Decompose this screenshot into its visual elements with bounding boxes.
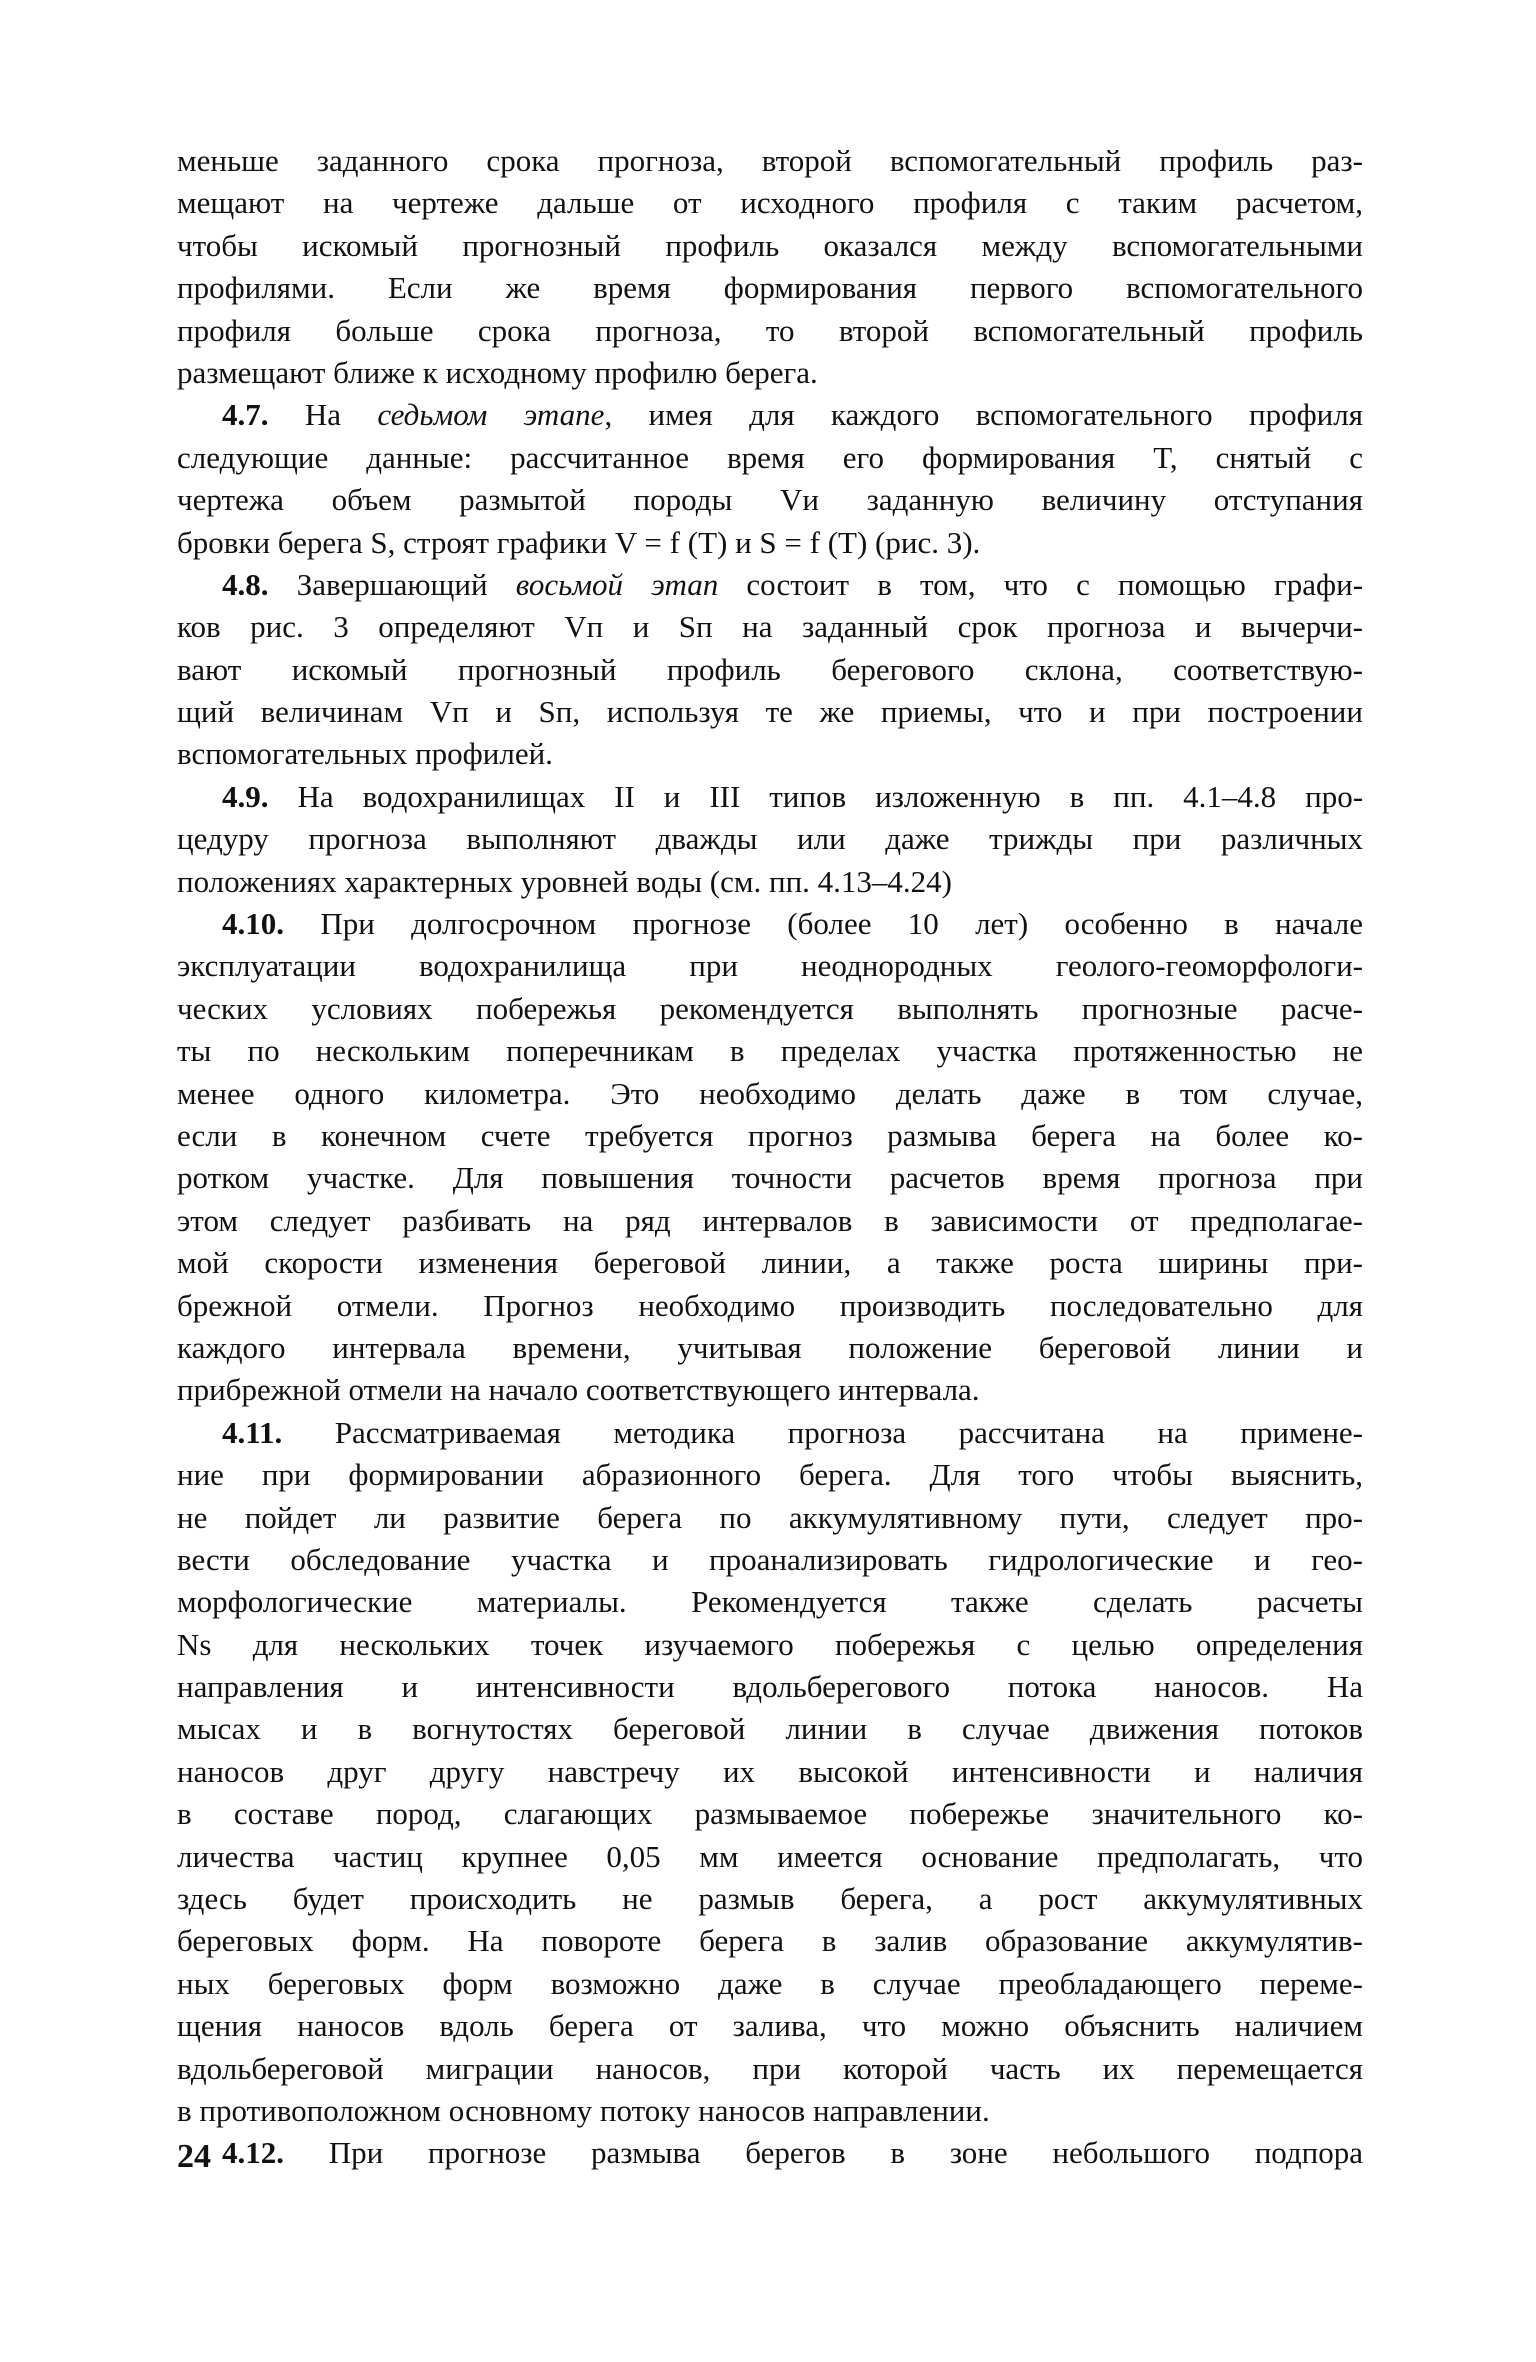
text-line xyxy=(177,606,1363,648)
text-line xyxy=(177,1242,1363,1284)
text-line xyxy=(177,1412,1363,1454)
line-text: личества частиц крупнее 0,05 мм имеется основание предполагать, что xyxy=(177,1838,1363,1874)
text-line xyxy=(177,733,1363,775)
text-line xyxy=(177,564,1363,606)
line-text: в противоположном основному потоку наносов направлении. xyxy=(177,2092,990,2128)
line-text: Рассматриваемая методика прогноза рассчитана на примене- xyxy=(334,1414,1363,1450)
text-line xyxy=(177,1751,1363,1793)
section-number: 4.11. xyxy=(222,1414,283,1450)
emphasis-text: восьмой этап xyxy=(515,566,719,602)
paragraph xyxy=(177,776,1363,903)
section-number: 4.12. xyxy=(222,2135,284,2171)
line-text: этом следует разбивать на ряд интервалов в зависимости от предполагае- xyxy=(177,1202,1363,1238)
text-line xyxy=(177,2005,1363,2047)
text-line xyxy=(177,1793,1363,1835)
text-line xyxy=(177,1920,1363,1962)
text-line xyxy=(177,1157,1363,1199)
line-text: ных береговых форм возможно даже в случае преобладающего переме- xyxy=(177,1965,1363,2001)
line-text: вают искомый прогнозный профиль берегового склона, соответствую- xyxy=(177,651,1363,687)
paragraph xyxy=(177,2132,1363,2174)
text-line xyxy=(177,394,1363,436)
line-text: вдольбереговой миграции наносов, при которой часть их перемещается xyxy=(177,2050,1363,2086)
line-text: При прогнозе размыва берегов в зоне небольшого подпора xyxy=(328,2135,1364,2171)
text-line xyxy=(177,1666,1363,1708)
line-text: прибрежной отмели на начало соответствующего интервала. xyxy=(177,1372,980,1408)
text-line xyxy=(177,267,1363,309)
text-line xyxy=(177,225,1363,267)
line-text: чертежа объем размытой породы Vи заданную величину отступания xyxy=(177,482,1363,518)
line-text: вести обследование участка и проанализировать гидрологические и гео- xyxy=(177,1541,1363,1577)
line-text: Завершающий восьмой этап состоит в том, что с помощью графи- xyxy=(296,566,1364,602)
line-text: наносов друг другу навстречу их высокой интенсивности и наличия xyxy=(177,1753,1363,1789)
line-text: ротком участке. Для повышения точности расчетов время прогноза при xyxy=(177,1160,1363,1196)
line-text: береговых форм. На повороте берега в залив образование аккумулятив- xyxy=(177,1923,1363,1959)
text-line xyxy=(177,310,1363,352)
line-text: мещают на чертеже дальше от исходного профиля с таким расчетом, xyxy=(177,185,1363,221)
line-text: вспомогательных профилей. xyxy=(177,736,553,772)
line-text: морфологические материалы. Рекомендуется также сделать расчеты xyxy=(177,1584,1363,1620)
line-text: эксплуатации водохранилища при неоднородных геолого-геоморфологи- xyxy=(177,948,1363,984)
text-line xyxy=(177,1073,1363,1115)
text-line xyxy=(177,140,1363,182)
text-line xyxy=(177,1497,1363,1539)
text-line xyxy=(177,522,1363,564)
line-text: брежной отмели. Прогноз необходимо производить последовательно для xyxy=(177,1287,1363,1323)
text-line xyxy=(177,1030,1363,1072)
text-line xyxy=(177,649,1363,691)
line-text: профилями. Если же время формирования первого вспомогательного xyxy=(177,270,1363,306)
text-line xyxy=(177,1963,1363,2005)
line-text: размещают ближе к исходному профилю берега. xyxy=(177,354,818,390)
paragraph xyxy=(177,903,1363,1412)
line-text: ты по нескольким поперечникам в пределах участка протяженностью не xyxy=(177,1033,1363,1069)
text-line xyxy=(177,903,1363,945)
text-line xyxy=(177,861,1363,903)
text-line xyxy=(177,182,1363,224)
line-text: мысах и в вогнутостях береговой линии в случае движения потоков xyxy=(177,1711,1363,1747)
line-text: Ns для нескольких точек изучаемого побережья с целью определения xyxy=(177,1626,1363,1662)
text-line xyxy=(177,818,1363,860)
line-text: На водохранилищах II и III типов изложенную в пп. 4.1–4.8 про- xyxy=(297,778,1364,814)
line-text: направления и интенсивности вдольберегового потока наносов. На xyxy=(177,1669,1363,1705)
paragraph xyxy=(177,1412,1363,2133)
line-text: ние при формировании абразионного берега. Для того чтобы выяснить, xyxy=(177,1457,1363,1493)
text-line xyxy=(177,1369,1363,1411)
page-number: 24 xyxy=(177,2138,211,2175)
text-line xyxy=(177,945,1363,987)
line-text: ков рис. 3 определяют Vп и Sп на заданный срок прогноза и вычерчи- xyxy=(177,609,1363,645)
text-line xyxy=(177,1115,1363,1157)
line-text: щения наносов вдоль берега от залива, что можно объяснить наличием xyxy=(177,2008,1363,2044)
line-text: щий величинам Vп и Sп, используя те же приемы, что и при построении xyxy=(177,694,1363,730)
line-text: каждого интервала времени, учитывая положение береговой линии и xyxy=(177,1329,1363,1365)
line-text: меньше заданного срока прогноза, второй вспомогательный профиль раз- xyxy=(177,143,1363,178)
section-number: 4.7. xyxy=(222,397,269,433)
text-line xyxy=(177,1836,1363,1878)
line-text: в составе пород, слагающих размываемое побережье значительного ко- xyxy=(177,1796,1363,1832)
text-line xyxy=(177,1454,1363,1496)
paragraph xyxy=(177,140,1363,394)
text-line xyxy=(177,1708,1363,1750)
line-text: здесь будет происходить не размыв берега, а рост аккумулятивных xyxy=(177,1881,1363,1917)
line-text: не пойдет ли развитие берега по аккумулятивному пути, следует про- xyxy=(177,1499,1363,1535)
line-text: цедуру прогноза выполняют дважды или даже трижды при различных xyxy=(177,821,1363,857)
line-text: мой скорости изменения береговой линии, а также роста ширины при- xyxy=(177,1245,1363,1281)
line-text: чтобы искомый прогнозный профиль оказался между вспомогательными xyxy=(177,227,1363,263)
section-number: 4.10. xyxy=(222,906,284,942)
text-line xyxy=(177,988,1363,1030)
line-text: положениях характерных уровней воды (см. пп. 4.13–4.24) xyxy=(177,863,952,899)
line-text: если в конечном счете требуется прогноз размыва берега на более ко- xyxy=(177,1117,1363,1153)
emphasis-text: седьмом этапе xyxy=(377,397,605,433)
text-line xyxy=(177,1327,1363,1369)
text-line xyxy=(177,1200,1363,1242)
line-text: профиля больше срока прогноза, то второй вспомогательный профиль xyxy=(177,312,1363,348)
document-body xyxy=(177,140,1363,2175)
line-text: менее одного километра. Это необходимо делать даже в том случае, xyxy=(177,1075,1363,1111)
text-line xyxy=(177,2090,1363,2132)
line-text: На седьмом этапе, имея для каждого вспомогательного профиля xyxy=(304,397,1363,433)
text-line xyxy=(177,437,1363,479)
section-number: 4.9. xyxy=(222,778,269,814)
text-line xyxy=(177,479,1363,521)
paragraph xyxy=(177,564,1363,776)
text-line xyxy=(177,1624,1363,1666)
text-line xyxy=(177,352,1363,394)
text-line xyxy=(177,2132,1363,2174)
text-line xyxy=(177,1878,1363,1920)
section-number: 4.8. xyxy=(222,566,269,602)
text-line xyxy=(177,1539,1363,1581)
line-text: При долгосрочном прогнозе (более 10 лет) особенно в начале xyxy=(320,906,1364,942)
paragraph xyxy=(177,394,1363,564)
text-line xyxy=(177,691,1363,733)
text-line xyxy=(177,1285,1363,1327)
text-line xyxy=(177,776,1363,818)
line-text: бровки берега S, строят графики V = f (T) и S = f (T) (рис. 3). xyxy=(177,524,981,560)
text-line xyxy=(177,2048,1363,2090)
line-text: следующие данные: рассчитанное время его формирования T, снятый с xyxy=(177,439,1363,475)
line-text: ческих условиях побережья рекомендуется выполнять прогнозные расче- xyxy=(177,990,1363,1026)
text-line xyxy=(177,1581,1363,1623)
